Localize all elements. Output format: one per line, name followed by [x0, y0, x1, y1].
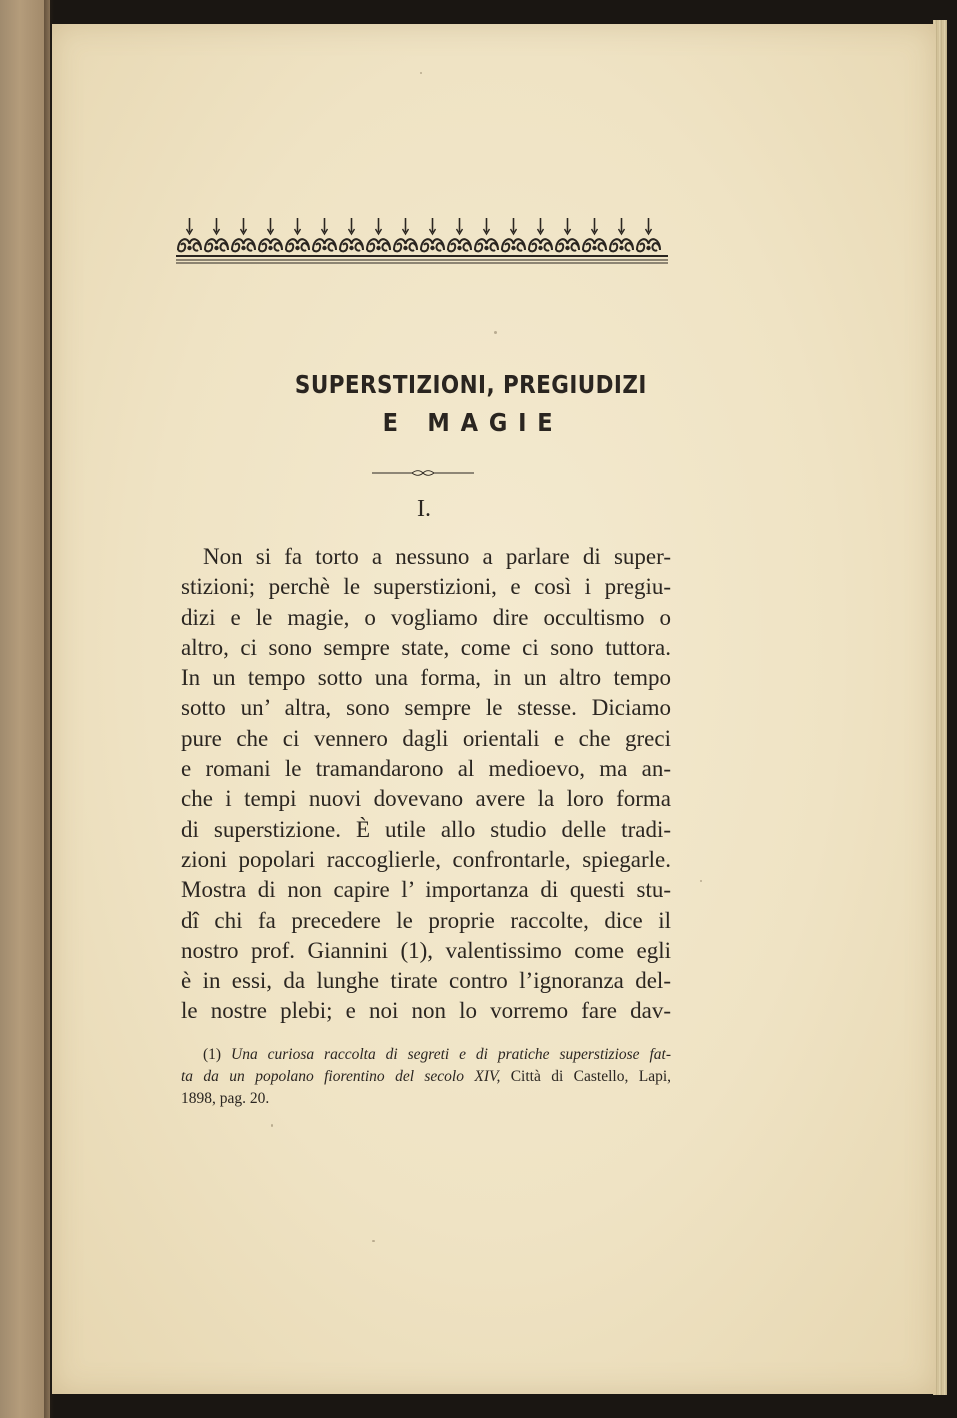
body-line: di superstizione. È utile allo studio delle tradi- — [181, 816, 671, 842]
paper-speck — [271, 1124, 273, 1127]
body-line: altro, ci sono sempre state, come ci sono tuttora. — [181, 634, 671, 660]
body-line: è in essi, da lunghe tirate contro l’ignoranza del- — [181, 968, 671, 994]
body-paragraph — [181, 542, 671, 1027]
body-line: pure che ci vennero dagli orientali e che greci — [181, 725, 671, 751]
body-line: dî chi fa precedere le proprie raccolte, dice il — [181, 907, 671, 933]
body-line: stizioni; perchè le superstizioni, e così i pregiu- — [181, 574, 671, 600]
body-line: zioni popolari raccoglierle, confrontarle, spiegarle. — [181, 846, 671, 872]
paper-speck — [420, 72, 422, 74]
paper-speck — [372, 1240, 375, 1242]
footnote-line-1 — [181, 1044, 671, 1066]
chapter-title-line-2: E MAGIE — [382, 408, 564, 437]
paper-speck — [700, 880, 702, 882]
footnote-citation-title-cont: ta da un popolano fiorentino del secolo XIV, — [181, 1068, 501, 1085]
footnote-line-3: 1898, pag. 20. — [181, 1090, 270, 1107]
body-line: Mostra di non capire l’ importanza di questi stu- — [181, 877, 671, 903]
body-line: le nostre plebi; e noi non lo vorremo fare dav- — [181, 998, 671, 1024]
section-number: I. — [417, 496, 431, 522]
body-line: Non si fa torto a nessuno a parlare di super- — [203, 544, 671, 569]
footnote-citation-title: Una curiosa raccolta di segreti e di pratiche superstiziose fat- — [231, 1046, 672, 1063]
footnote-marker: (1) — [203, 1046, 222, 1063]
body-line: sotto un’ altra, sono sempre le stesse. Diciamo — [181, 695, 671, 721]
body-line: nostro prof. Giannini (1), valentissimo come egli — [181, 937, 671, 963]
body-line: e romani le tramandarono al medioevo, ma an- — [181, 756, 671, 782]
footnote-line-2 — [181, 1066, 671, 1088]
footnote — [181, 1044, 671, 1110]
chapter-title-line-1: SUPERSTIZIONI, PREGIUDIZI — [294, 370, 647, 399]
body-line: che i tempi nuovi dovevano avere la loro forma — [181, 786, 671, 812]
title-divider — [372, 463, 474, 469]
body-line: dizi e le magie, o vogliamo dire occultismo o — [181, 604, 671, 630]
ornamental-header-band — [176, 214, 668, 268]
footnote-publisher: Città di Castello, Lapi, — [510, 1068, 671, 1085]
paper-speck — [494, 331, 497, 334]
body-line: In un tempo sotto una forma, in un altro tempo — [181, 665, 671, 691]
book-cover-edge — [0, 0, 50, 1418]
